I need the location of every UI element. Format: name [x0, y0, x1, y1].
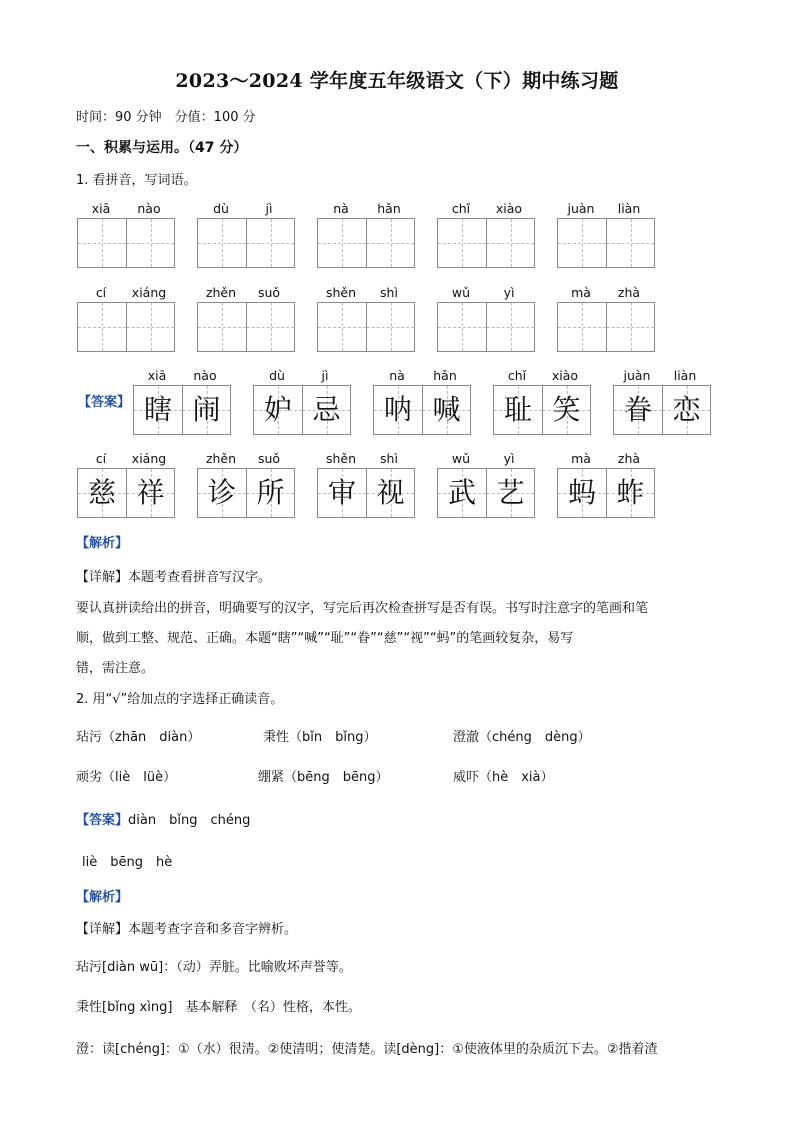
pinyin: zhà — [617, 285, 641, 300]
q2-detail: 【详解】本题考查字音和多音字辨析。 — [76, 922, 298, 937]
answer-char: 瞎 — [143, 393, 172, 426]
q2-analysis-label: 【解析】 — [76, 890, 129, 905]
grid-cell — [494, 386, 542, 434]
pinyin: mà — [571, 451, 591, 466]
grid-cell — [254, 386, 302, 434]
q2-item: 澄澈（chéng dèng） — [453, 730, 591, 745]
grid-cell[interactable] — [78, 219, 126, 267]
pinyin-pair — [77, 201, 173, 216]
pinyin: suǒ — [257, 451, 281, 466]
answer-char: 所 — [256, 476, 285, 509]
answer-char: 呐 — [383, 393, 412, 426]
pinyin: shì — [380, 451, 398, 466]
grid-cell[interactable] — [246, 303, 294, 351]
pinyin-pair — [437, 451, 533, 466]
q2-prompt: 2. 用“√”给加点的字选择正确读音。 — [76, 692, 284, 707]
pinyin: juàn — [567, 201, 595, 216]
answer-char: 视 — [376, 476, 405, 509]
grid-cell[interactable] — [366, 303, 414, 351]
q2-answer-1: diàn bǐng chéng — [128, 813, 251, 828]
answer-grid — [613, 385, 711, 435]
pinyin-pair — [317, 201, 413, 216]
grid-cell — [126, 469, 174, 517]
grid-cell — [606, 469, 654, 517]
grid-cell — [318, 469, 366, 517]
grid-cell[interactable] — [198, 303, 246, 351]
grid-cell[interactable] — [126, 303, 174, 351]
pinyin: hǎn — [433, 368, 457, 383]
grid-cell — [78, 469, 126, 517]
note-line: 秉性[bǐng xìng] 基本解释 （名）性格，本性。 — [76, 1000, 361, 1015]
exam-meta: 时间：90 分钟 分值：100 分 — [76, 110, 256, 125]
note-line: 玷污[diàn wū]：（动）弄脏。比喻败坏声誉等。 — [76, 960, 352, 975]
grid-cell — [134, 386, 182, 434]
note-line: 澄：读[chéng]：①（水）很清。②使清明；使清楚。读[dèng]：①使液体里的杂质沉下去。②揩着渣 — [76, 1042, 658, 1057]
grid-cell — [374, 386, 422, 434]
grid-cell[interactable] — [438, 303, 486, 351]
explain-line-3: 错，需注意。 — [76, 661, 155, 676]
pinyin: cí — [95, 451, 107, 466]
grid-cell[interactable] — [126, 219, 174, 267]
grid-cell — [614, 386, 662, 434]
pinyin: xiáng — [131, 451, 167, 466]
answer-char: 慈 — [87, 476, 116, 509]
pinyin: nà — [389, 368, 405, 383]
answer-char: 耻 — [503, 393, 532, 426]
pinyin: xiáng — [131, 285, 167, 300]
pinyin: wǔ — [451, 285, 471, 300]
answer-char: 审 — [327, 476, 356, 509]
grid-cell — [662, 386, 710, 434]
q2-item: 秉性（bǐn bǐng） — [263, 730, 377, 745]
pinyin: nà — [333, 201, 349, 216]
pinyin-pair — [197, 285, 293, 300]
q2-item: 玷污（zhān diàn） — [76, 730, 201, 745]
pinyin: xiā — [147, 368, 167, 383]
pinyin: cí — [95, 285, 107, 300]
grid-cell — [198, 469, 246, 517]
answer-char: 笑 — [552, 393, 581, 426]
q2-answer-2: liè bēng hè — [82, 855, 173, 870]
answer-char: 眷 — [623, 393, 652, 426]
pinyin: zhà — [617, 451, 641, 466]
pinyin: nào — [193, 368, 217, 383]
section-heading: 一、积累与运用。（47 分） — [76, 140, 248, 156]
pinyin: yì — [503, 285, 515, 300]
page-title: 2023～2024 学年度五年级语文（下）期中练习题 — [175, 70, 619, 92]
answer-char: 蚱 — [616, 476, 645, 509]
pinyin: xiā — [91, 201, 111, 216]
answer-grid — [317, 468, 415, 518]
answer-char: 艺 — [496, 476, 525, 509]
q2-item: 顽劣（liè lüè） — [76, 770, 177, 785]
pinyin-pair — [613, 368, 709, 383]
grid-cell[interactable] — [438, 219, 486, 267]
answer-char: 忌 — [312, 393, 341, 426]
answer-grid — [133, 385, 231, 435]
pinyin: chǐ — [451, 201, 471, 216]
pinyin: shěn — [325, 451, 357, 466]
pinyin: yì — [503, 451, 515, 466]
pinyin: xiào — [495, 201, 523, 216]
writing-grid[interactable] — [77, 218, 175, 268]
pinyin-pair — [77, 285, 173, 300]
answer-grid — [253, 385, 351, 435]
pinyin: mà — [571, 285, 591, 300]
writing-grid[interactable] — [77, 302, 175, 352]
answer-grid — [557, 468, 655, 518]
pinyin: nào — [137, 201, 161, 216]
answer-char: 诊 — [207, 476, 236, 509]
answer-grid — [197, 468, 295, 518]
grid-cell[interactable] — [558, 303, 606, 351]
pinyin-pair — [437, 285, 533, 300]
q2-answer-label: 【答案】 — [76, 813, 129, 828]
answer-label: 【答案】 — [78, 395, 131, 410]
analysis-label: 【解析】 — [76, 536, 129, 551]
answer-grid — [373, 385, 471, 435]
pinyin: liàn — [673, 368, 697, 383]
pinyin-pair — [77, 451, 173, 466]
grid-cell[interactable] — [318, 219, 366, 267]
grid-cell — [366, 469, 414, 517]
grid-cell — [542, 386, 590, 434]
answer-char: 喊 — [432, 393, 461, 426]
grid-cell — [302, 386, 350, 434]
pinyin-pair — [557, 451, 653, 466]
pinyin: shěn — [325, 285, 357, 300]
answer-grid — [77, 468, 175, 518]
pinyin-pair — [253, 368, 349, 383]
grid-cell — [182, 386, 230, 434]
pinyin-pair — [557, 285, 653, 300]
grid-cell[interactable] — [486, 219, 534, 267]
pinyin: juàn — [623, 368, 651, 383]
grid-cell[interactable] — [606, 219, 654, 267]
grid-cell[interactable] — [558, 219, 606, 267]
pinyin: zhěn — [205, 451, 237, 466]
pinyin: dù — [213, 201, 229, 216]
writing-grid[interactable] — [197, 218, 295, 268]
q2-item: 绷紧（bēng bēng） — [258, 770, 389, 785]
grid-cell[interactable] — [78, 303, 126, 351]
pinyin: zhěn — [205, 285, 237, 300]
q2-item: 威吓（hè xià） — [453, 770, 554, 785]
grid-cell[interactable] — [606, 303, 654, 351]
writing-grid[interactable] — [317, 302, 415, 352]
writing-grid[interactable] — [437, 302, 535, 352]
detail-text: 【详解】本题考查看拼音写汉字。 — [76, 570, 272, 585]
pinyin: dù — [269, 368, 285, 383]
answer-char: 武 — [447, 476, 476, 509]
pinyin: hǎn — [377, 201, 401, 216]
answer-char: 闹 — [192, 393, 221, 426]
answer-grid — [437, 468, 535, 518]
pinyin: chǐ — [507, 368, 527, 383]
grid-cell[interactable] — [486, 303, 534, 351]
answer-char: 妒 — [263, 393, 292, 426]
pinyin-pair — [373, 368, 469, 383]
explain-line-1: 要认真拼读给出的拼音，明确要写的汉字，写完后再次检查拼写是否有误。书写时注意字的笔画和笔 — [76, 601, 649, 616]
pinyin: liàn — [617, 201, 641, 216]
grid-cell[interactable] — [318, 303, 366, 351]
grid-cell — [422, 386, 470, 434]
pinyin: suǒ — [257, 285, 281, 300]
writing-grid[interactable] — [197, 302, 295, 352]
explain-line-2: 顺，做到工整、规范、正确。本题“瞎”“喊”“耻”“眷”“慈”“视”“蚂”的笔画较复杂，易写 — [76, 631, 574, 646]
pinyin: wǔ — [451, 451, 471, 466]
writing-grid[interactable] — [557, 218, 655, 268]
pinyin-pair — [317, 285, 413, 300]
writing-grid[interactable] — [317, 218, 415, 268]
pinyin: jì — [321, 368, 329, 383]
grid-cell[interactable] — [198, 219, 246, 267]
grid-cell — [246, 469, 294, 517]
grid-cell — [486, 469, 534, 517]
grid-cell — [438, 469, 486, 517]
q1-prompt: 1. 看拼音，写词语。 — [76, 173, 197, 188]
pinyin-pair — [493, 368, 589, 383]
grid-cell — [558, 469, 606, 517]
grid-cell[interactable] — [366, 219, 414, 267]
pinyin-pair — [317, 451, 413, 466]
pinyin: xiào — [551, 368, 579, 383]
answer-grid — [493, 385, 591, 435]
writing-grid[interactable] — [557, 302, 655, 352]
answer-char: 恋 — [672, 393, 701, 426]
pinyin-pair — [557, 201, 653, 216]
pinyin-pair — [197, 451, 293, 466]
pinyin-pair — [437, 201, 533, 216]
pinyin-pair — [197, 201, 293, 216]
pinyin: jì — [265, 201, 273, 216]
pinyin-pair — [133, 368, 229, 383]
pinyin: shì — [380, 285, 398, 300]
answer-char: 蚂 — [567, 476, 596, 509]
grid-cell[interactable] — [246, 219, 294, 267]
writing-grid[interactable] — [437, 218, 535, 268]
answer-char: 祥 — [136, 476, 165, 509]
